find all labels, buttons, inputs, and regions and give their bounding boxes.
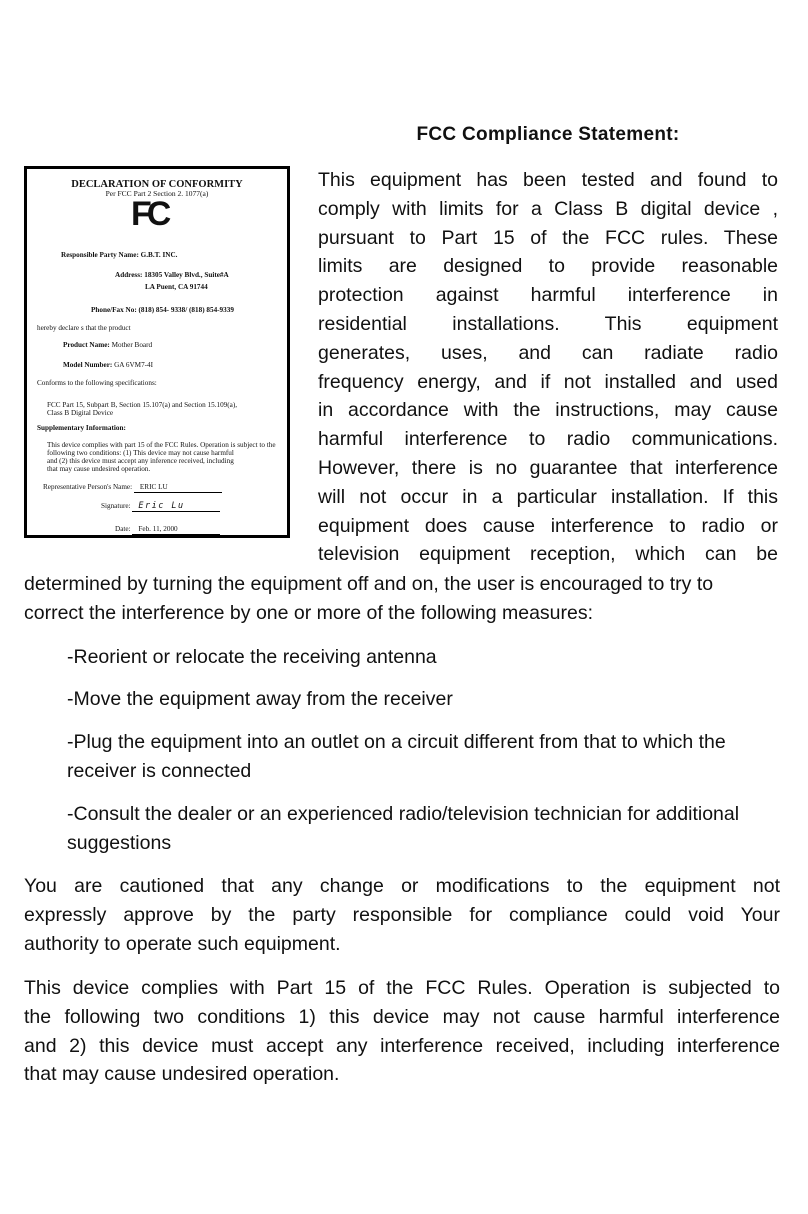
date-label: Date:: [115, 525, 131, 533]
model-number-value: GA 6VM7-4I: [114, 361, 154, 369]
spec-line-2: Class B Digital Device: [47, 409, 114, 417]
intro-line: limits are designed to provide reasonable: [318, 255, 778, 278]
date-value: Feb. 11, 2000: [132, 525, 220, 535]
address-line-1: Address: 18305 Valley Blvd., Suite#A: [115, 271, 229, 279]
signature-value: Eric Lu: [132, 501, 220, 512]
page-title: FCC Compliance Statement:: [416, 124, 680, 145]
measure-item: -Consult the dealer or an experienced radio/television technician for additional suggestions: [67, 803, 740, 854]
intro-line: protection against harmful interference in: [318, 284, 778, 307]
intro-line: generates, uses, and can radiate radio: [318, 341, 778, 364]
compliance-line: and 2) this device must accept any interference received, including interference: [24, 1034, 780, 1057]
caution-line: expressly approve by the party responsible for compliance could void Your: [24, 903, 780, 926]
supplementary-line-2: following two conditions: (1) This device may not cause harmful: [47, 449, 234, 457]
phone-fax: Phone/Fax No: (818) 854- 9338/ (818) 854-9339: [91, 306, 234, 314]
intro-line: equipment does cause interference to radio or: [318, 514, 778, 537]
caution-paragraph: [24, 872, 780, 958]
supplementary-line-3: and (2) this device must accept any inference received, including: [47, 457, 234, 465]
spec-line-1: FCC Part 15, Subpart B, Section 15.107(a) and Section 15.109(a),: [47, 401, 238, 409]
intro-line: pursuant to Part 15 of the FCC rules. These: [318, 226, 778, 249]
intro-line: residential installations. This equipment: [318, 312, 778, 335]
compliance-line: This device complies with Part 15 of the FCC Rules. Operation is subjected to: [24, 977, 780, 999]
continuation-line: determined by turning the equipment off and on, the user is encouraged to try to: [24, 573, 714, 595]
intro-line: will not occur in a particular installation. If this: [318, 485, 778, 508]
compliance-paragraph: [24, 974, 780, 1089]
model-number-label: Model Number:: [63, 361, 113, 369]
representative-name-value: ERIC LU: [134, 483, 222, 493]
declaration-subtitle: Per FCC Part 2 Section 2. 1077(a): [105, 189, 209, 198]
product-name-value: Mother Board: [111, 341, 153, 349]
intro-line: television equipment reception, which can be: [318, 543, 778, 566]
declaration-title: DECLARATION OF CONFORMITY: [71, 179, 243, 190]
compliance-line: the following two conditions 1) this device may not cause harmful interference: [24, 1005, 780, 1028]
intro-line: comply with limits for a Class B digital device ,: [318, 197, 778, 220]
intro-line: frequency energy, and if not installed and used: [318, 370, 778, 393]
intro-line: This equipment has been tested and found to: [318, 169, 778, 191]
product-name-label: Product Name:: [63, 341, 110, 349]
intro-line: harmful interference to radio communications.: [318, 428, 778, 451]
address-line-2: LA Puent, CA 91744: [145, 283, 208, 291]
continuation-line: correct the interference by one or more of the following measures:: [24, 601, 594, 624]
caution-line: authority to operate such equipment.: [24, 932, 341, 955]
measure-item: -Move the equipment away from the receiver: [67, 688, 453, 710]
measure-item: -Plug the equipment into an outlet on a circuit different from that to which the receiver is connected: [67, 731, 726, 782]
intro-line: However, there is no guarantee that interference: [318, 456, 778, 479]
declaration-of-conformity-box: [24, 166, 290, 538]
representative-name: [43, 483, 222, 493]
signature: [101, 501, 220, 512]
model-number: [63, 361, 153, 370]
continuation-paragraph: [24, 570, 784, 628]
intro-paragraph: [318, 166, 778, 569]
declare-statement: hereby declare s that the product: [37, 324, 131, 332]
responsible-party: Responsible Party Name: G.B.T. INC.: [61, 251, 178, 259]
product-name: [63, 341, 152, 350]
compliance-line: that may cause undesired operation.: [24, 1063, 340, 1086]
date: [115, 525, 220, 535]
caution-line: You are cautioned that any change or modifications to the equipment not: [24, 875, 780, 897]
representative-name-label: Representative Person's Name:: [43, 483, 133, 491]
supplementary-heading: Supplementary Information:: [37, 424, 126, 432]
intro-line: in accordance with the instructions, may cause: [318, 399, 778, 422]
conforms-statement: Conforms to the following specifications:: [37, 379, 157, 387]
fcc-logo-icon: FC: [131, 195, 167, 233]
supplementary-line-1: This device complies with part 15 of the FCC Rules. Operation is subject to the: [47, 441, 276, 449]
signature-label: Signature:: [101, 502, 131, 510]
measure-item: -Reorient or relocate the receiving antenna: [67, 646, 437, 668]
supplementary-line-4: that may cause undesired operation.: [47, 465, 151, 473]
